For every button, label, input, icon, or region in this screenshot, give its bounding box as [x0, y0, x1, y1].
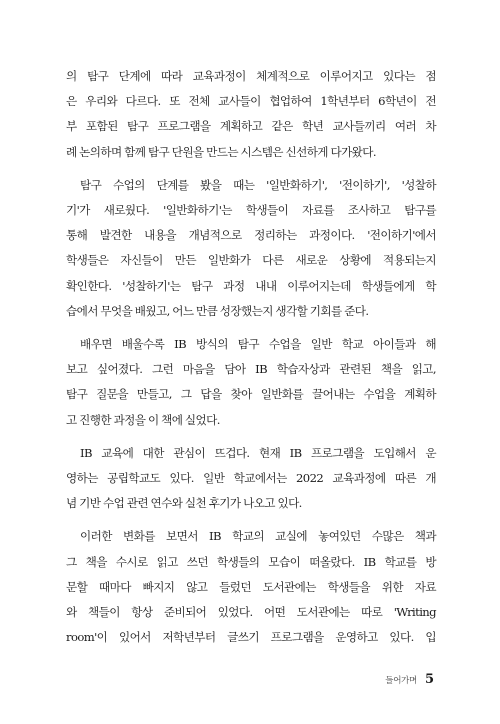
text-line: 탐구 수업의 단계를 봤을 때는 '일반화하기', '전이하기', '성찰하 [80, 177, 436, 192]
text-line: 문할 때마다 빠지지 않고 들렀던 도서관에는 학생들을 위한 자료 [66, 579, 436, 594]
text-line: 통해 발견한 내용을 개념적으로 정리하는 과정이다. '전이하기'에서 [66, 228, 436, 243]
text-line: 기'가 새로웠다. '일반화하기'는 학생들이 자료를 조사하고 탐구를 [66, 203, 436, 218]
text-line: 습에서 무엇을 배웠고, 어느 만큼 성장했는지 생각할 기회를 준다. [66, 303, 369, 318]
paragraph [66, 64, 436, 165]
paragraph [66, 332, 436, 433]
page-footer [385, 672, 434, 687]
text-line: 고 진행한 과정을 이 책에 실었다. [66, 412, 220, 427]
running-head: 들어가며 [385, 676, 417, 686]
text-line: 배우면 배울수록 IB 방식의 탐구 수업을 일반 학교 아이들과 해 [80, 337, 436, 352]
text-line: 은 우리와 다르다. 또 전체 교사들이 협업하여 1학년부터 6학년이 전 [66, 94, 436, 109]
text-line: 그 책을 수시로 읽고 쓰던 학생들의 모습이 떠올랐다. IB 학교를 방 [66, 554, 436, 569]
text-line: 의 탐구 단계에 따라 교육과정이 체계적으로 이루어지고 있다는 점 [66, 69, 436, 83]
text-line: 부 포함된 탐구 프로그램을 계획하고 같은 학년 교사들끼리 여러 차 [66, 119, 436, 134]
page-number: 5 [424, 672, 434, 687]
text-line: 보고 싶어졌다. 그런 마음을 담아 IB 학습자상과 관련된 책을 읽고, [66, 362, 436, 377]
paragraph [66, 173, 436, 324]
text-line: 와 책들이 항상 준비되어 있었다. 어떤 도서관에는 따로 'Writing [66, 605, 436, 620]
text-line: 영하는 공립학교도 있다. 일반 학교에서는 2022 교육과정에 따른 개 [66, 471, 436, 486]
text-line: room'이 있어서 저학년부터 글쓰기 프로그램을 운영하고 있다. 입 [66, 630, 436, 645]
text-line: 확인한다. '성찰하기'는 탐구 과정 내내 이루어지는데 학생들에게 학 [66, 278, 436, 293]
text-line: IB 교육에 대한 관심이 뜨겁다. 현재 IB 프로그램을 도입해서 운 [80, 445, 436, 460]
paragraph [66, 524, 436, 650]
text-line: 례 논의하며 함께 탐구 단원을 만드는 시스템은 신선하게 다가왔다. [66, 144, 376, 159]
text-line: 이러한 변화를 보면서 IB 학교의 교실에 놓여있던 수많은 책과 [80, 529, 436, 544]
body-text [66, 64, 436, 658]
paragraph [66, 441, 436, 517]
text-line: 념 기반 수업 관련 연수와 실천 후기가 나오고 있다. [66, 496, 302, 511]
text-line: 학생들은 자신들이 만든 일반화가 다른 새로운 상황에 적용되는지 [66, 253, 436, 268]
text-line: 탐구 질문을 만들고, 그 답을 찾아 일반화를 끌어내는 수업을 계획하 [66, 387, 436, 402]
